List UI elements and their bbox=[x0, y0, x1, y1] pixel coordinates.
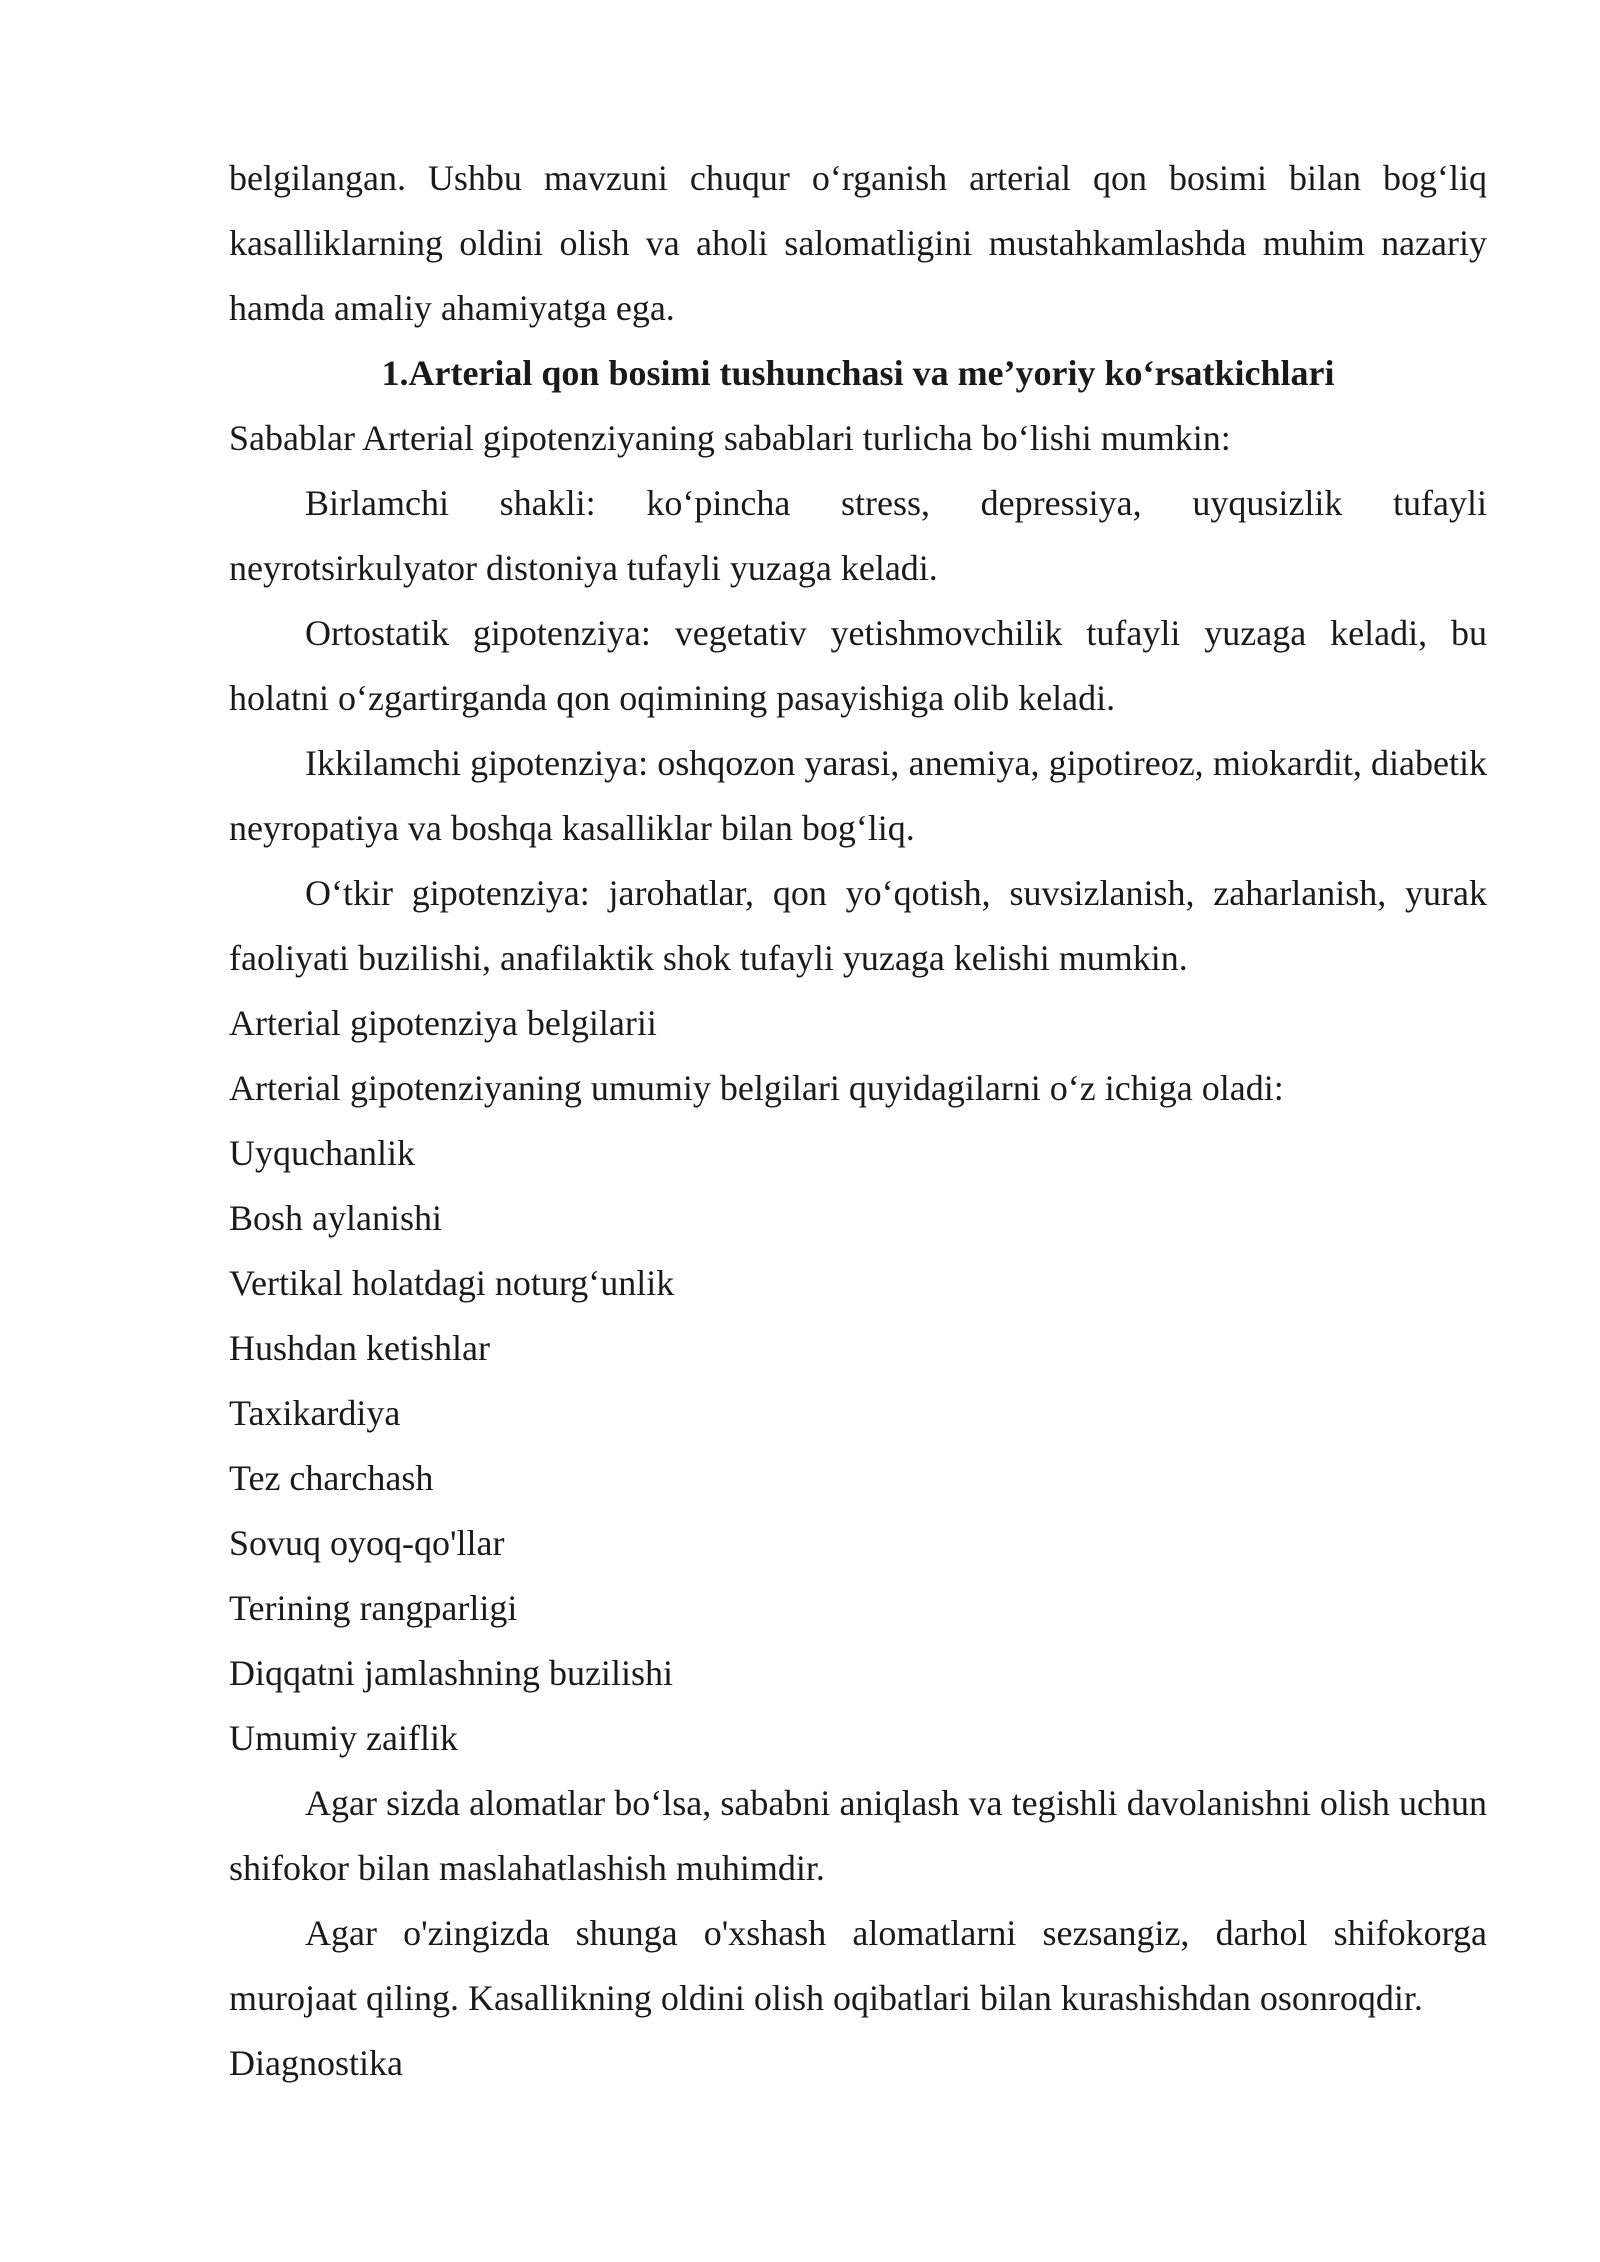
sign-item: Terining rangparligi bbox=[229, 1588, 518, 1628]
signs-heading: Arterial gipotenziya belgilarii bbox=[229, 1003, 657, 1043]
sign-item: Taxikardiya bbox=[229, 1393, 401, 1433]
sign-item: Tez charchash bbox=[229, 1458, 434, 1498]
signs-intro: Arterial gipotenziyaning umumiy belgilari quyidagilarni o‘z ichiga oladi: bbox=[229, 1068, 1284, 1108]
cause-paragraph-orthostatic: Ortostatik gipotenziya: vegetativ yetishmovchilik tufayli yuzaga keladi, bu holatni o‘zgartirganda qon oqimining pasayishiga olib keladi. bbox=[229, 613, 1487, 718]
cause-paragraph-primary: Birlamchi shakli: ko‘pincha stress, depressiya, uyqusizlik tufayli neyrotsirkulyator distoniya tufayli yuzaga keladi. bbox=[229, 483, 1487, 588]
section-heading: 1.Arterial qon bosimi tushunchasi va me’yoriy ko‘rsatkichlari bbox=[381, 353, 1335, 393]
intro-paragraph: belgilangan. Ushbu mavzuni chuqur o‘rganish arterial qon bosimi bilan bog‘liq kasalliklarning oldini olish va aholi salomatligini mustahkamlashda muhim nazariy hamda amaliy ahamiyatga ega. bbox=[229, 158, 1487, 328]
sign-item: Vertikal holatdagi noturg‘unlik bbox=[229, 1263, 675, 1303]
sign-item: Hushdan ketishlar bbox=[229, 1328, 490, 1368]
sign-item: Uyquchanlik bbox=[229, 1133, 415, 1173]
advice-paragraph: Agar sizda alomatlar bo‘lsa, sababni aniqlash va tegishli davolanishni olish uchun shifokor bilan maslahatlashish muhimdir. bbox=[229, 1783, 1487, 1888]
sign-item: Umumiy zaiflik bbox=[229, 1718, 458, 1758]
sign-item: Sovuq oyoq-qo'llar bbox=[229, 1523, 505, 1563]
cause-paragraph-acute: O‘tkir gipotenziya: jarohatlar, qon yo‘qotish, suvsizlanish, zaharlanish, yurak faoliyati buzilishi, anafilaktik shok tufayli yuzaga kelishi mumkin. bbox=[229, 873, 1487, 978]
advice-paragraph: Agar o'zingizda shunga o'xshash alomatlarni sezsangiz, darhol shifokorga murojaat qiling. Kasallikning oldini olish oqibatlari bilan kurashishdan osonroqdir. bbox=[229, 1913, 1487, 2018]
sign-item: Bosh aylanishi bbox=[229, 1198, 442, 1238]
document-body bbox=[229, 146, 1487, 2096]
causes-intro: Sabablar Arterial gipotenziyaning sabablari turlicha bo‘lishi mumkin: bbox=[229, 418, 1231, 458]
diagnostics-heading: Diagnostika bbox=[229, 2043, 403, 2083]
sign-item: Diqqatni jamlashning buzilishi bbox=[229, 1653, 673, 1693]
cause-paragraph-secondary: Ikkilamchi gipotenziya: oshqozon yarasi, anemiya, gipotireoz, miokardit, diabetik neyropatiya va boshqa kasalliklar bilan bog‘liq. bbox=[229, 743, 1487, 848]
